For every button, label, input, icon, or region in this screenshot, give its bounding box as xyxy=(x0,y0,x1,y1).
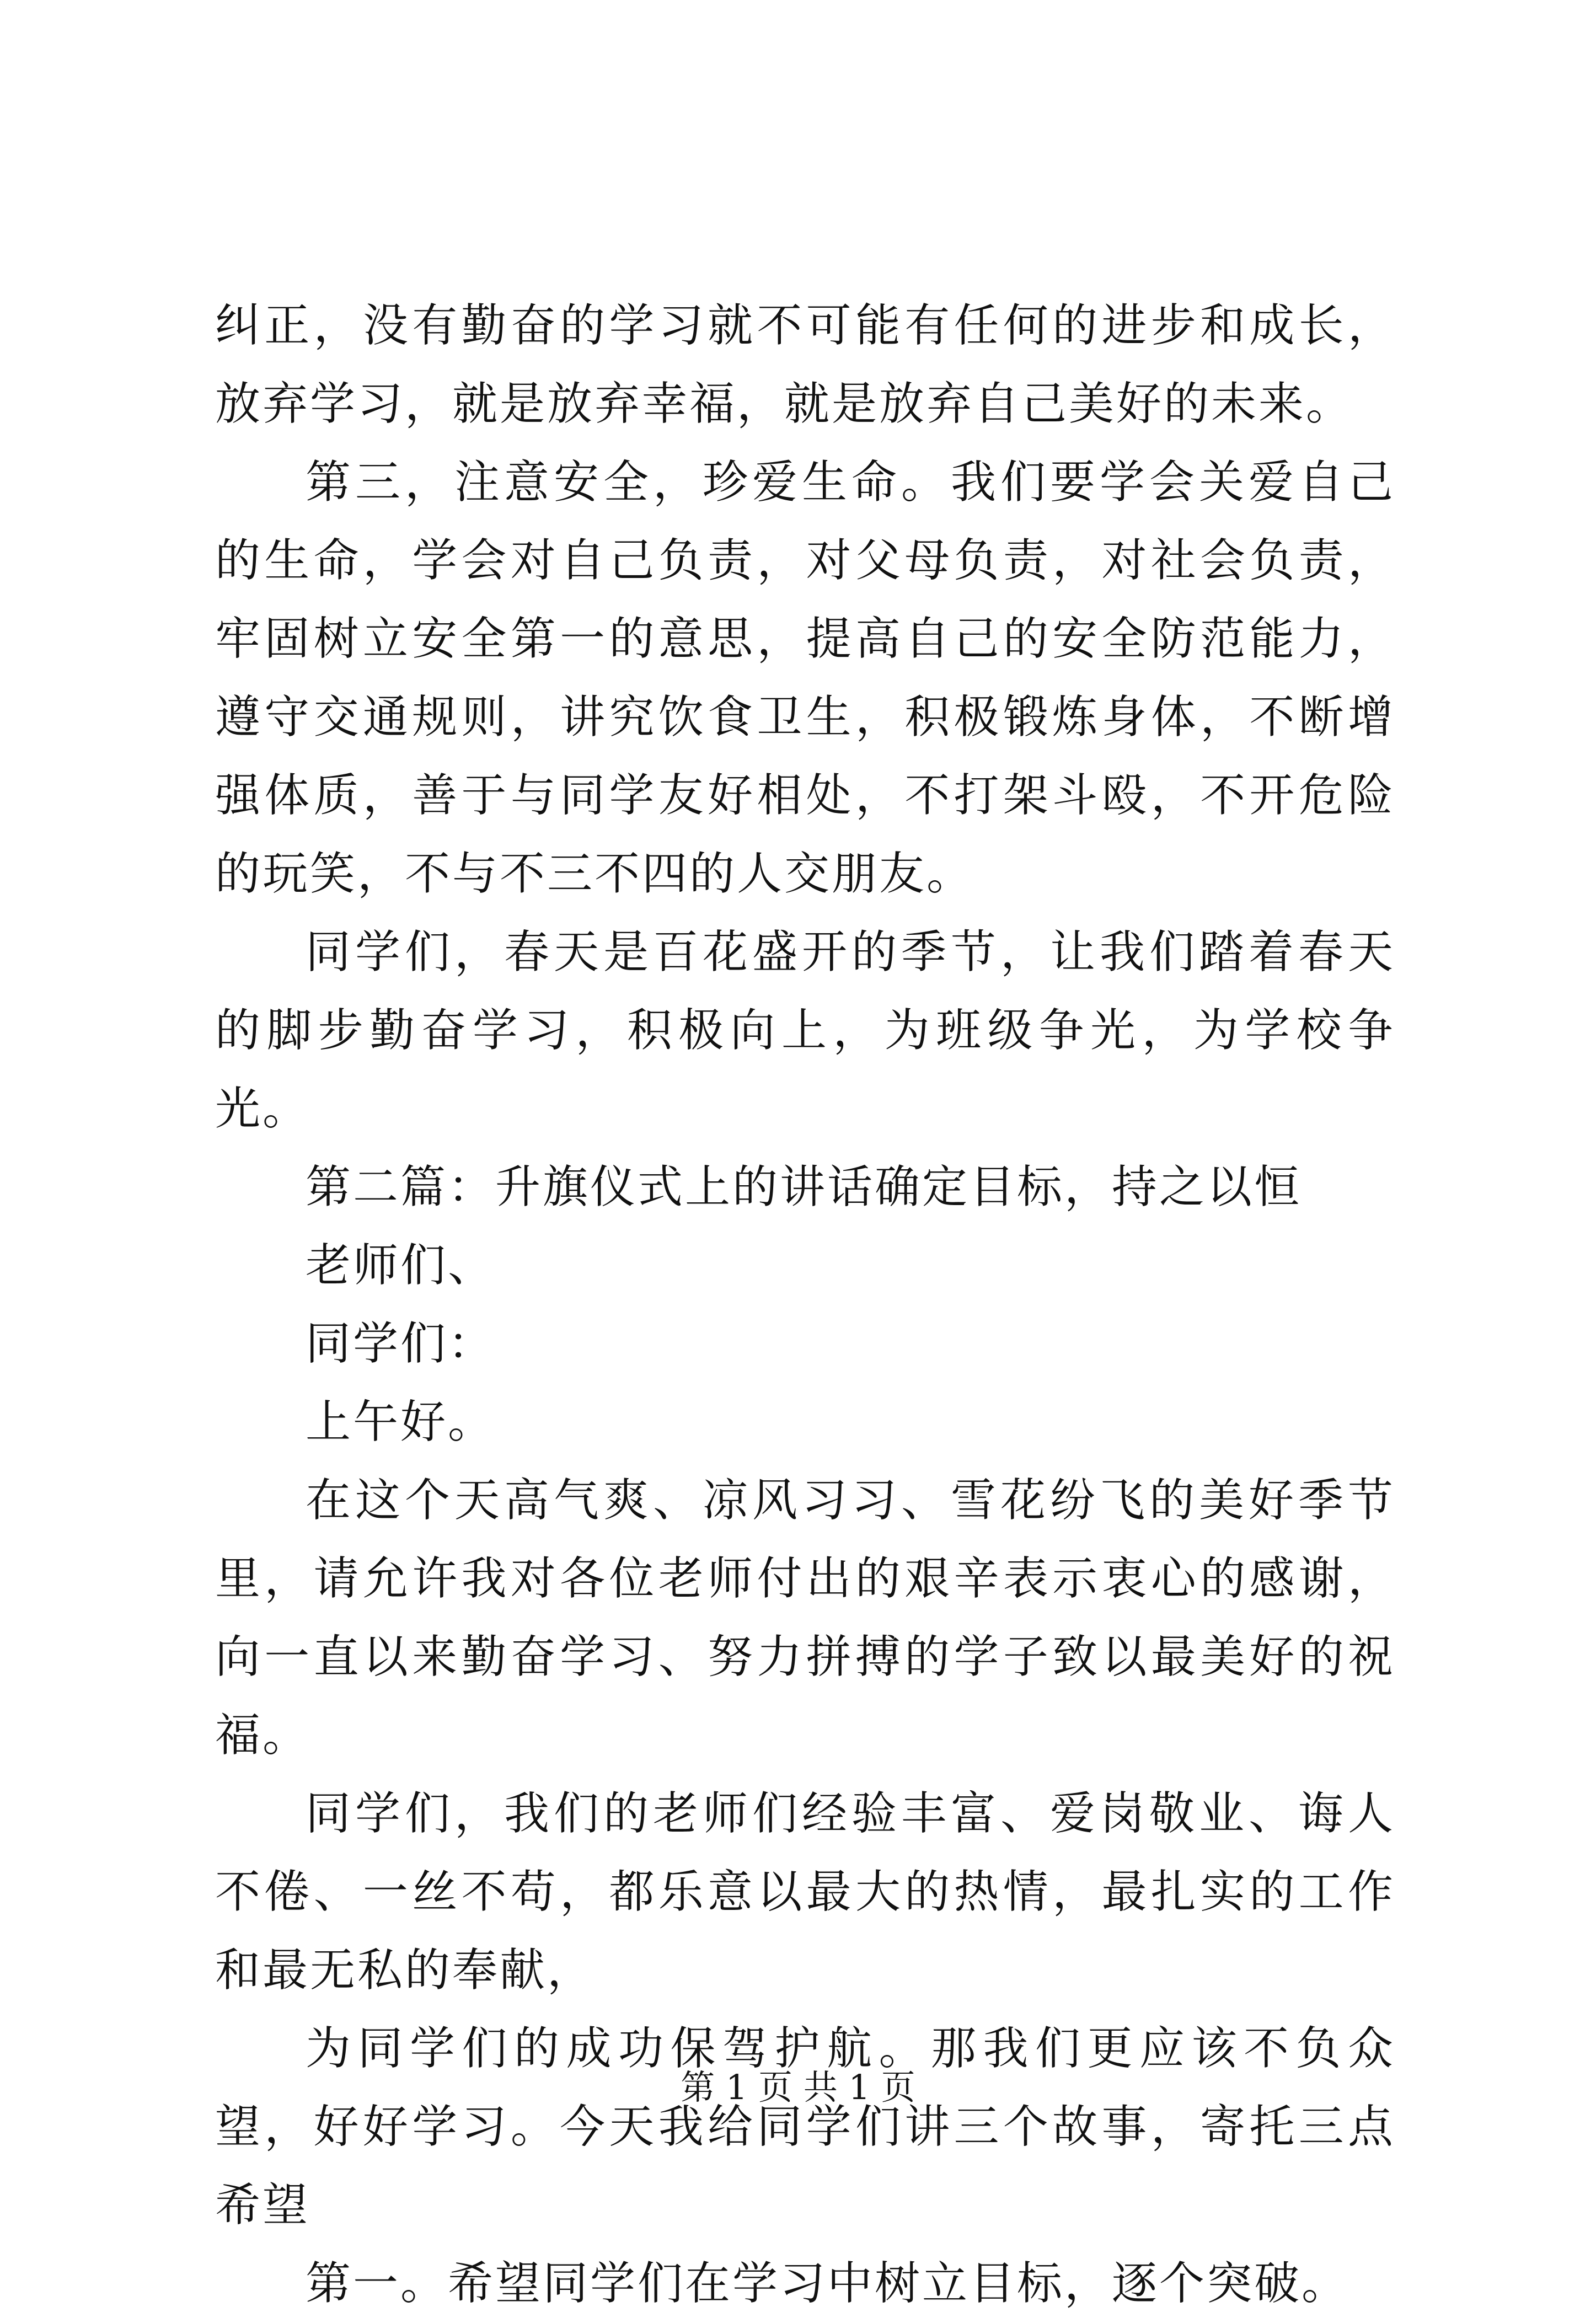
salutation-teachers: 老师们、 xyxy=(306,1239,496,1292)
page-footer: 第 1 页 共 1 页 xyxy=(681,2067,915,2107)
paragraph-1: 纠正，没有勤奋的学习就不可能有任何的进步和成长，放弃学习，就是放弃幸福，就是放弃自己美好的未来。 xyxy=(215,299,1395,430)
paragraph-3: 同学们，春天是百花盛开的季节，让我们踏着春天的脚步勤奋学习，积极向上，为班级争光，为学校争光。 xyxy=(215,926,1395,1135)
paragraph-10: 为同学们的成功保驾护航。那我们更应该不负众望，好好学习。今天我给同学们讲三个故事，寄托三点希望 xyxy=(215,2022,1395,2231)
document-body xyxy=(215,287,1395,2323)
paragraph-9: 同学们，我们的老师们经验丰富、爱岗敬业、诲人不倦、一丝不苟，都乐意以最大的热情，最扎实的工作和最无私的奉献， xyxy=(215,1787,1395,1997)
greeting: 上午好。 xyxy=(306,1396,496,1448)
paragraph-11: 第一。希望同学们在学习中树立目标，逐个突破。 xyxy=(306,2257,1349,2310)
section-heading: 第二篇：升旗仪式上的讲话确定目标，持之以恒 xyxy=(306,1161,1302,1213)
salutation-students: 同学们： xyxy=(306,1318,496,1370)
paragraph-8: 在这个天高气爽、凉风习习、雪花纷飞的美好季节里，请允许我对各位老师付出的艰辛表示衷心的感谢，向一直以来勤奋学习、努力拼搏的学子致以最美好的祝福。 xyxy=(215,1474,1395,1762)
paragraph-2: 第三，注意安全，珍爱生命。我们要学会关爱自己的生命，学会对自己负责，对父母负责，对社会负责，牢固树立安全第一的意思，提高自己的安全防范能力，遵守交通规则，讲究饮食卫生，积极锻炼身体，不断增强体质，善于与同学友好相处，不打架斗殴，不开危险的玩笑，不与不三不四的人交朋友。 xyxy=(215,456,1395,900)
